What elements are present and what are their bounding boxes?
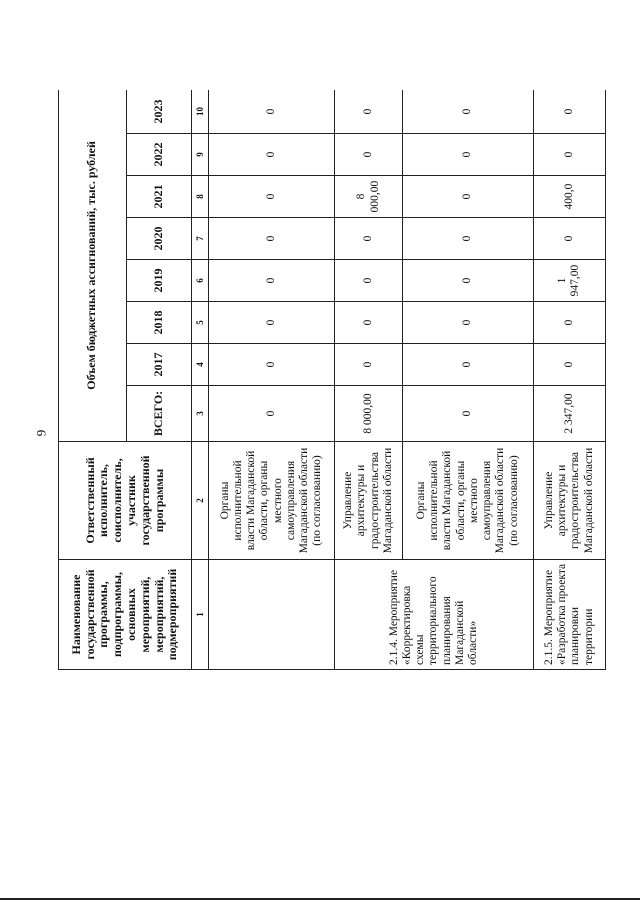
table-row [533, 90, 605, 670]
column-number: 9 [192, 134, 209, 176]
value-cell: 8 000,00 [335, 386, 403, 442]
value-cell: 8 000,00 [335, 176, 403, 218]
column-number: 7 [192, 218, 209, 260]
value-cell: 0 [335, 90, 403, 134]
value-cell: 0 [208, 344, 334, 386]
executor-cell: Управление архитектуры и градостроительства Магаданской области [335, 442, 403, 560]
value-cell: 0 [208, 302, 334, 344]
executor-cell: Управление архитектуры и градостроительства Магаданской области [533, 442, 605, 560]
header-total: ВСЕГО: [126, 386, 191, 442]
value-cell: 0 [402, 302, 533, 344]
page-number: 9 [33, 429, 49, 437]
value-cell: 0 [402, 176, 533, 218]
column-number: 1 [192, 560, 209, 670]
budget-table-rotated [58, 90, 606, 670]
value-cell: 0 [208, 386, 334, 442]
value-cell: 0 [533, 134, 605, 176]
value-cell: 0 [533, 344, 605, 386]
header-year-2021: 2021 [126, 176, 191, 218]
column-number: 5 [192, 302, 209, 344]
value-cell: 0 [335, 218, 403, 260]
value-cell: 0 [533, 218, 605, 260]
value-cell: 1 947,00 [533, 260, 605, 302]
value-cell: 0 [208, 134, 334, 176]
table-row [335, 90, 403, 670]
value-cell: 2 347,00 [533, 386, 605, 442]
value-cell: 0 [402, 90, 533, 134]
value-cell: 0 [533, 302, 605, 344]
budget-table [58, 90, 606, 670]
value-cell: 0 [402, 386, 533, 442]
header-year-2017: 2017 [126, 344, 191, 386]
executor-cell: Органы исполнительной власти Магаданской области, органы местного самоуправления Магаданской области (по согласованию) [208, 442, 334, 560]
value-cell: 0 [402, 260, 533, 302]
value-cell: 0 [208, 218, 334, 260]
value-cell: 0 [402, 218, 533, 260]
value-cell: 0 [402, 134, 533, 176]
value-cell: 0 [208, 90, 334, 134]
value-cell: 0 [335, 260, 403, 302]
column-number: 4 [192, 344, 209, 386]
bottom-rule [0, 898, 640, 900]
column-number: 2 [192, 442, 209, 560]
header-year-2020: 2020 [126, 218, 191, 260]
budget-table-container [58, 90, 606, 670]
header-year-2023: 2023 [126, 90, 191, 134]
value-cell: 0 [533, 90, 605, 134]
value-cell: 400,0 [533, 176, 605, 218]
header-executor: Ответственный исполнитель, соисполнитель, участник государственной программы [59, 442, 192, 560]
value-cell: 0 [335, 134, 403, 176]
column-number: 10 [192, 90, 209, 134]
value-cell: 0 [208, 260, 334, 302]
column-number: 6 [192, 260, 209, 302]
program-name-cell [208, 560, 334, 670]
program-name-cell: 2.1.4. Мероприятие «Корректировка схемы территориального планирования Магаданской области» [335, 560, 533, 670]
header-year-2022: 2022 [126, 134, 191, 176]
value-cell: 0 [208, 176, 334, 218]
program-name-cell: 2.1.5. Мероприятие «Разработка проекта планировки территории [533, 560, 605, 670]
column-number: 3 [192, 386, 209, 442]
header-year-2018: 2018 [126, 302, 191, 344]
header-year-2019: 2019 [126, 260, 191, 302]
value-cell: 0 [402, 344, 533, 386]
value-cell: 0 [335, 344, 403, 386]
column-number: 8 [192, 176, 209, 218]
value-cell: 0 [335, 302, 403, 344]
table-row [208, 90, 334, 670]
header-program-name: Наименование государственной программы, подпрограммы, основных мероприятий, мероприятий, подмероприятий [59, 560, 192, 670]
header-budget-group: Объем бюджетных ассигнований, тыс. рублей [59, 90, 127, 442]
column-number-row [192, 90, 209, 670]
executor-cell: Органы исполнительной власти Магаданской области, органы местного самоуправления Магаданской области (по согласованию) [402, 442, 533, 560]
